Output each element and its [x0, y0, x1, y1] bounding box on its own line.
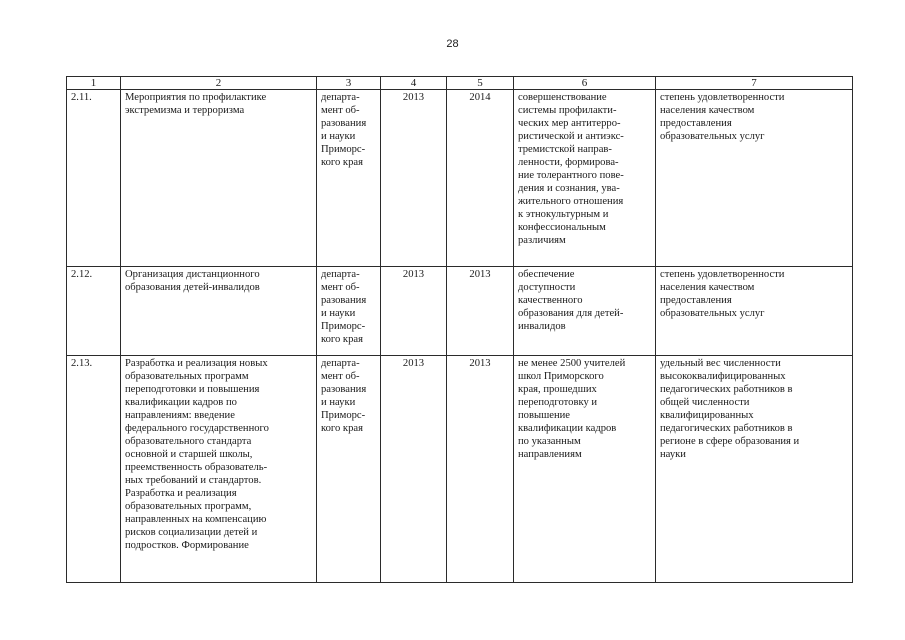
- table-row: [67, 356, 853, 583]
- row-number: 2.12.: [67, 267, 121, 356]
- header-row: [67, 77, 853, 90]
- result-cell: не менее 2500 учителей школ Приморского края, прошедших переподготовку и повышение квалификации кадров по указанным направлениям: [514, 356, 656, 583]
- program-table: [66, 76, 853, 583]
- table-row: [67, 267, 853, 356]
- end-year-cell: 2014: [447, 90, 514, 267]
- column-header: 2: [121, 77, 317, 90]
- row-number: 2.11.: [67, 90, 121, 267]
- result-cell: совершенствование системы профилакти- ческих мер антитерро- ристической и антиэкс- тремистской направ- ленности, формирова- ние толерантного пове- дения и сознания, ува- жительного отношения к этнокультурным и конфессиональным различиям: [514, 90, 656, 267]
- indicator-cell: степень удовлетворенности населения качеством предоставления образовательных услуг: [656, 90, 853, 267]
- indicator-cell: удельный вес численности высококвалифицированных педагогических работников в общей численности квалифицированных педагогических работников в регионе в сфере образования и науки: [656, 356, 853, 583]
- activity-cell: Мероприятия по профилактике экстремизма и терроризма: [121, 90, 317, 267]
- start-year-cell: 2013: [381, 356, 447, 583]
- indicator-cell: степень удовлетворенности населения качеством предоставления образовательных услуг: [656, 267, 853, 356]
- department-cell: департа- мент об- разования и науки Приморс- кого края: [317, 267, 381, 356]
- column-header: 6: [514, 77, 656, 90]
- column-header: 1: [67, 77, 121, 90]
- end-year-cell: 2013: [447, 267, 514, 356]
- column-header: 7: [656, 77, 853, 90]
- table-row: [67, 90, 853, 267]
- activity-cell: Разработка и реализация новых образовательных программ переподготовки и повышения квалификации кадров по направлениям: введение федерального государственного образовательного стандарта основной и старшей школы, преемственность образователь- ных требований и стандартов. Разработка и реализация образовательных программ, направленных на компенсацию рисков социализации детей и подростков. Формирование: [121, 356, 317, 583]
- end-year-cell: 2013: [447, 356, 514, 583]
- activity-cell: Организация дистанционного образования детей-инвалидов: [121, 267, 317, 356]
- page-number: 28: [446, 38, 459, 50]
- row-number: 2.13.: [67, 356, 121, 583]
- start-year-cell: 2013: [381, 267, 447, 356]
- column-header: 4: [381, 77, 447, 90]
- department-cell: департа- мент об- разования и науки Приморс- кого края: [317, 90, 381, 267]
- column-header: 5: [447, 77, 514, 90]
- start-year-cell: 2013: [381, 90, 447, 267]
- column-header: 3: [317, 77, 381, 90]
- result-cell: обеспечение доступности качественного образования для детей- инвалидов: [514, 267, 656, 356]
- department-cell: департа- мент об- разования и науки Приморс- кого края: [317, 356, 381, 583]
